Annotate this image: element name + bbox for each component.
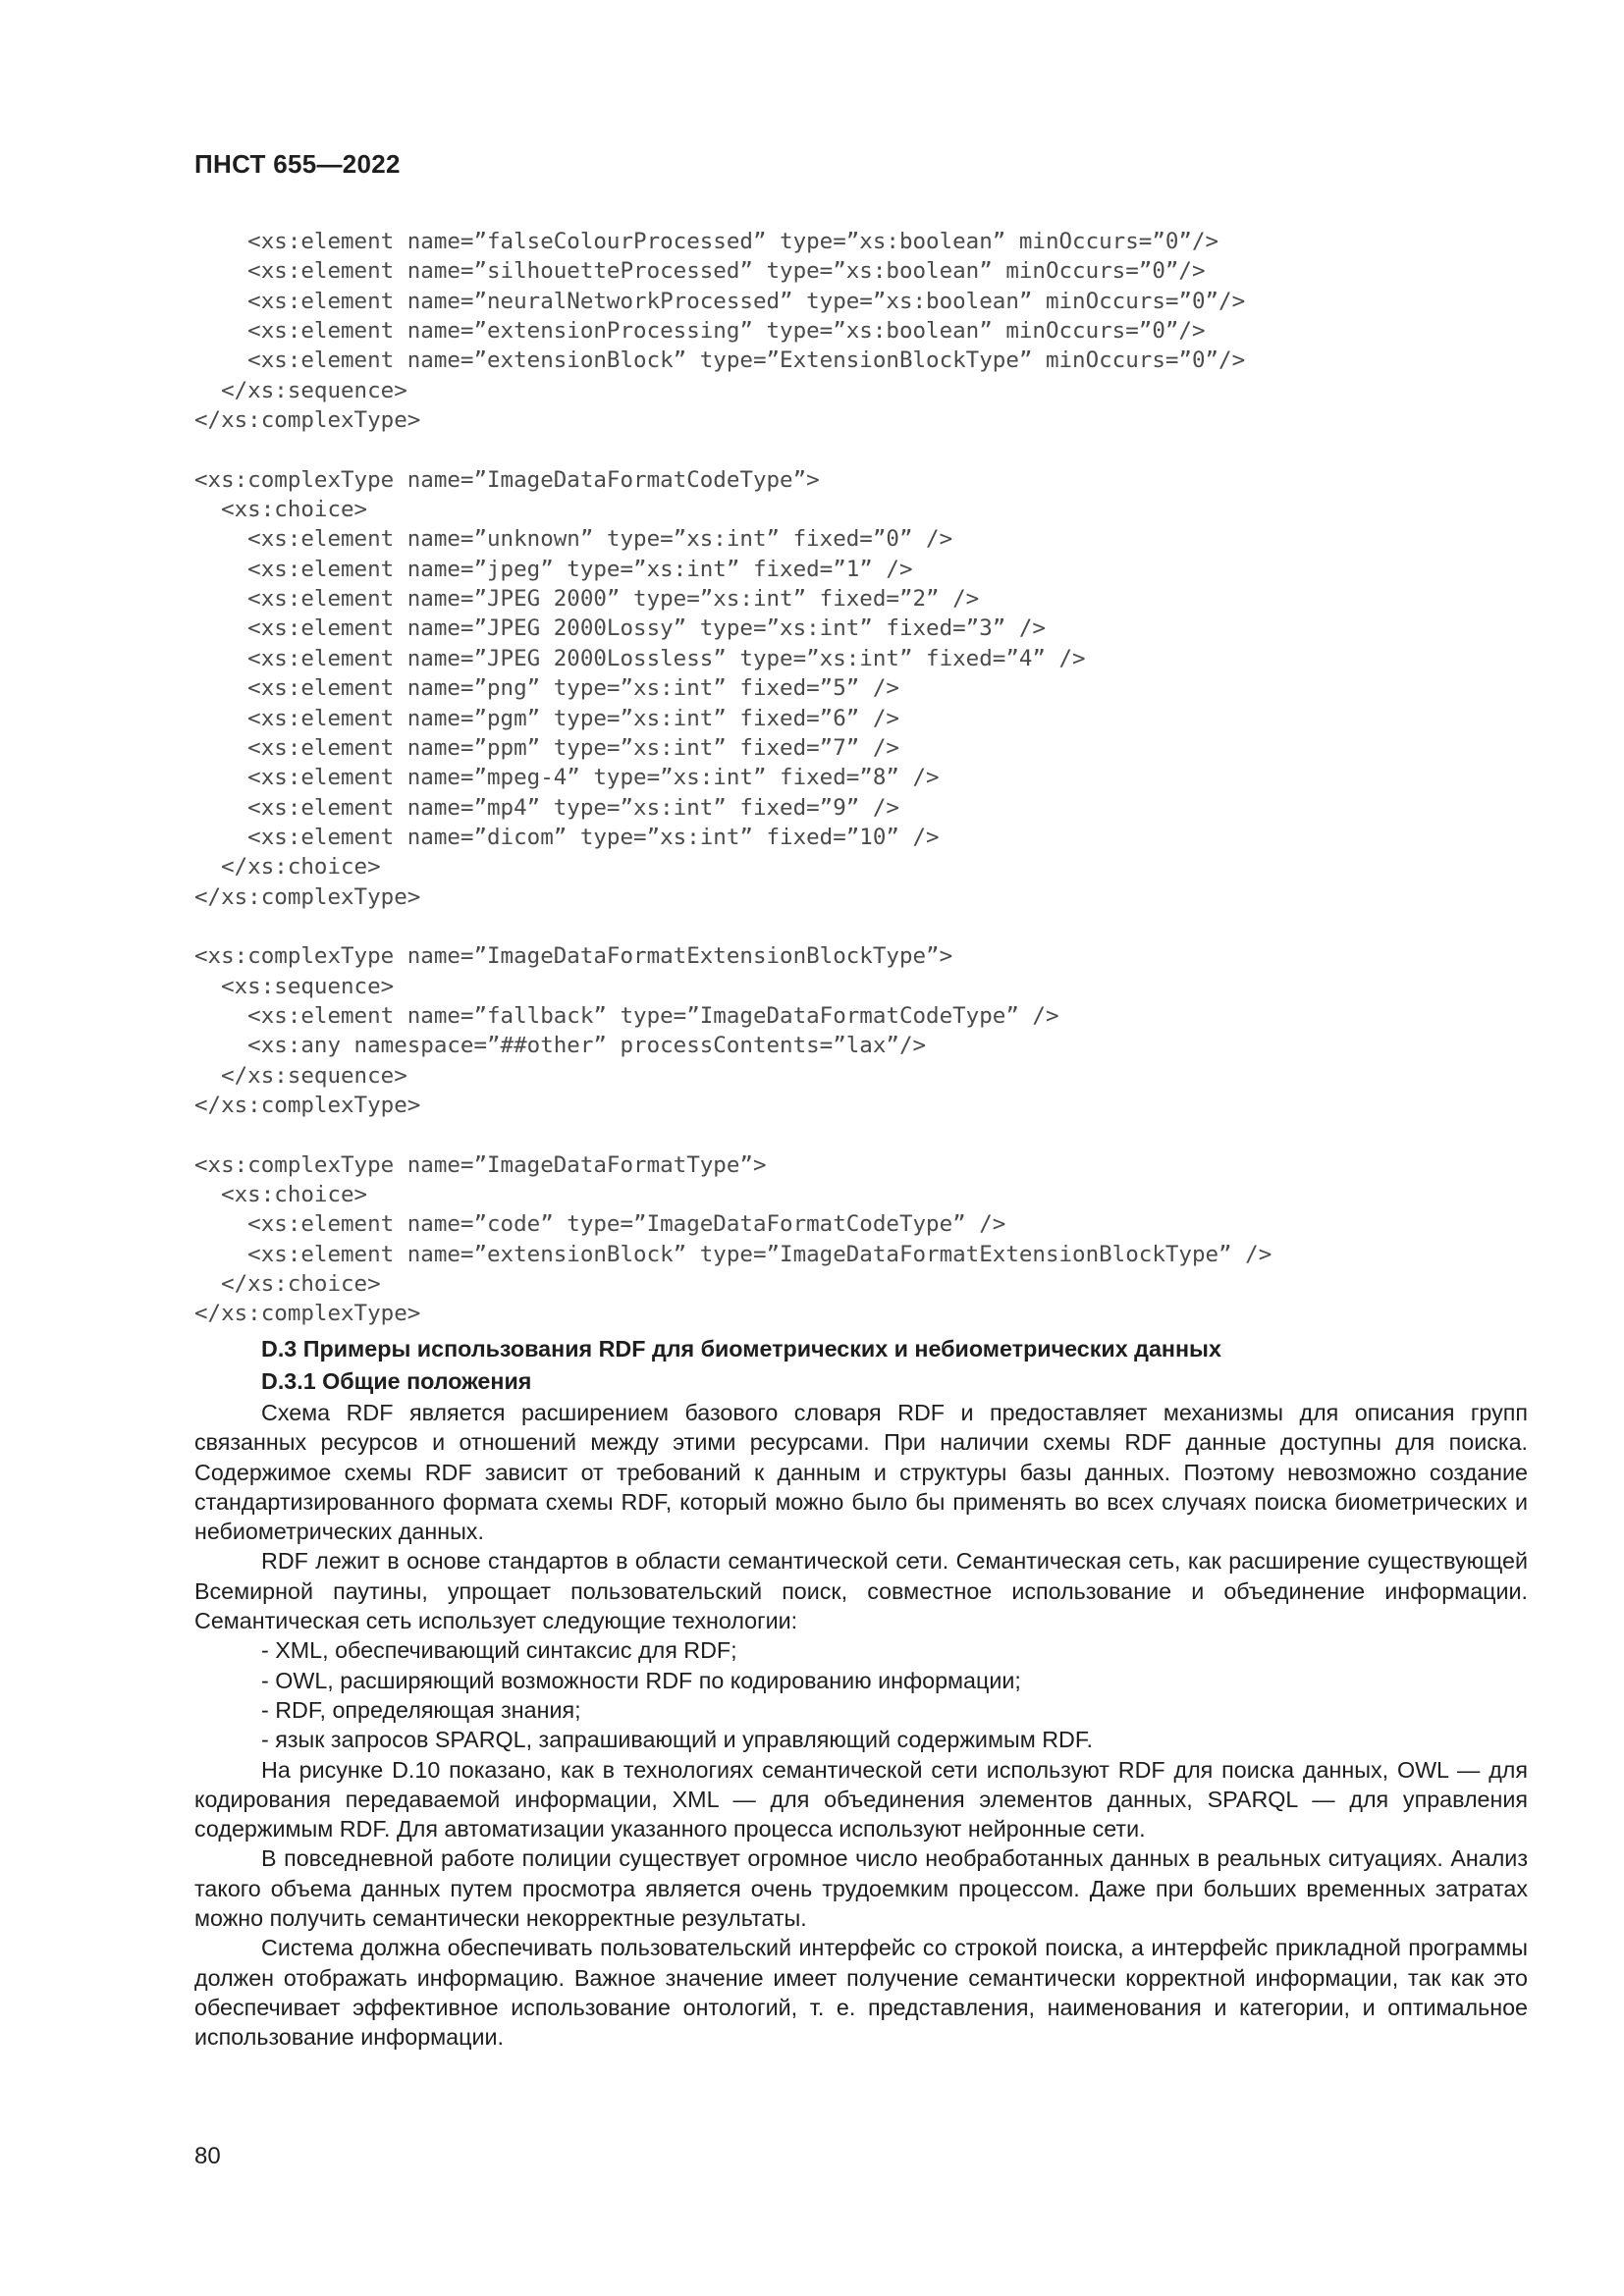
page-number: 80 <box>194 2143 221 2169</box>
code-line: <xs:element name=”silhouetteProcessed” type=”xs:boolean” minOccurs=”0”/> <box>194 258 1206 285</box>
code-line: <xs:element name=”jpeg” type=”xs:int” fixed=”1” /> <box>194 556 913 582</box>
code-line: <xs:sequence> <box>194 973 395 999</box>
paragraph: RDF лежит в основе стандартов в области семантической сети. Семантическая сеть, как расширение существующей Всемирной паутины, упрощает пользовательский поиск, совместное использование и объединение информации. Семантическая сеть использует следующие технологии: <box>194 1548 1528 1634</box>
code-line: </xs:complexType> <box>194 407 421 434</box>
list-item: - язык запросов SPARQL, запрашивающий и управляющий содержимым RDF. <box>261 1727 1093 1753</box>
code-line: <xs:element name=”ppm” type=”xs:int” fixed=”7” /> <box>194 734 899 761</box>
technology-list <box>194 1635 1528 1754</box>
code-line: <xs:element name=”JPEG 2000” type=”xs:int” fixed=”2” /> <box>194 586 980 613</box>
code-line: </xs:complexType> <box>194 1301 421 1327</box>
paragraph: На рисунке D.10 показано, как в технологиях семантической сети используют RDF для поиска данных, OWL — для кодирования передаваемой информации, XML — для объединения элементов данных, SPARQL — для управления содержимым RDF. Для автоматизации указанного процесса используют нейронные сети. <box>194 1756 1528 1842</box>
section-heading: D.3 Примеры использования RDF для биометрических и небиометрических данных <box>261 1336 1221 1362</box>
code-line: <xs:element name=”pgm” type=”xs:int” fixed=”6” /> <box>194 705 899 731</box>
code-line: <xs:element name=”neuralNetworkProcessed” type=”xs:boolean” minOccurs=”0”/> <box>194 288 1246 314</box>
code-line: </xs:complexType> <box>194 1092 421 1118</box>
code-line: <xs:complexType name=”ImageDataFormatExtensionBlockType”> <box>194 943 953 970</box>
code-line: <xs:element name=”mp4” type=”xs:int” fixed=”9” /> <box>194 794 899 821</box>
code-line: <xs:element name=”fallback” type=”ImageDataFormatCodeType” /> <box>194 1002 1059 1029</box>
code-line: <xs:choice> <box>194 1182 368 1207</box>
code-line: </xs:sequence> <box>194 1062 407 1089</box>
subsection-heading: D.3.1 Общие положения <box>261 1368 532 1394</box>
code-line: <xs:element name=”extensionBlock” type=”ImageDataFormatExtensionBlockType” /> <box>194 1241 1272 1267</box>
code-line: <xs:element name=”code” type=”ImageDataFormatCodeType” /> <box>194 1211 1006 1238</box>
document-header: ПНСТ 655—2022 <box>194 149 401 179</box>
list-item: - OWL, расширяющий возможности RDF по кодированию информации; <box>261 1667 1021 1693</box>
code-line: <xs:element name=”JPEG 2000Lossy” type=”xs:int” fixed=”3” /> <box>194 615 1046 642</box>
code-line: <xs:element name=”png” type=”xs:int” fixed=”5” /> <box>194 675 899 702</box>
code-line <box>194 1120 1272 1149</box>
code-line: <xs:element name=”unknown” type=”xs:int” fixed=”0” /> <box>194 526 953 553</box>
paragraph: В повседневной работе полиции существует огромное число необработанных данных в реальных ситуациях. Анализ такого объема данных путем просмотра является очень трудоемким процессом. Даже при больших временных затратах можно получить семантически некорректные результаты. <box>194 1845 1528 1932</box>
section-body <box>194 1333 1528 2053</box>
code-line: <xs:complexType name=”ImageDataFormatType”> <box>194 1151 767 1178</box>
code-line <box>194 435 1272 464</box>
code-line <box>194 912 1272 941</box>
code-line: <xs:choice> <box>194 497 368 523</box>
paragraph: Система должна обеспечивать пользовательский интерфейс со строкой поиска, а интерфейс прикладной программы должен отображать информацию. Важное значение имеет получение семантически корректной информации, так как это обеспечивает эффективное использование онтологий, т. е. представления, наименования и категории, и оптимальное использование информации. <box>194 1935 1528 2051</box>
list-item: - RDF, определяющая знания; <box>261 1696 581 1723</box>
code-line: <xs:element name=”mpeg-4” type=”xs:int” fixed=”8” /> <box>194 765 940 791</box>
code-line: <xs:complexType name=”ImageDataFormatCodeType”> <box>194 466 820 493</box>
code-line: <xs:element name=”extensionProcessing” type=”xs:boolean” minOccurs=”0”/> <box>194 318 1206 345</box>
code-line: <xs:element name=”extensionBlock” type=”ExtensionBlockType” minOccurs=”0”/> <box>194 347 1246 374</box>
list-item: - XML, обеспечивающий синтаксис для RDF; <box>261 1637 737 1664</box>
code-line: <xs:any namespace=”##other” processContents=”lax”/> <box>194 1033 927 1059</box>
code-line: </xs:sequence> <box>194 377 407 403</box>
code-line: </xs:complexType> <box>194 883 421 910</box>
code-line: </xs:choice> <box>194 854 381 881</box>
code-line: </xs:choice> <box>194 1271 381 1298</box>
paragraph: Схема RDF является расширением базового словаря RDF и предоставляет механизмы для описания групп связанных ресурсов и отношений между этими ресурсами. При наличии схемы RDF данные доступны для поиска. Содержимое схемы RDF зависит от требований к данным и структуры базы данных. Поэтому невозможно создание стандартизированного формата схемы RDF, который можно было бы применять во всех случаях поиска биометрических и небиометрических данных. <box>194 1400 1528 1545</box>
xml-code-block <box>194 227 1272 1329</box>
code-line: <xs:element name=”falseColourProcessed” type=”xs:boolean” minOccurs=”0”/> <box>194 229 1219 254</box>
code-line: <xs:element name=”dicom” type=”xs:int” fixed=”10” /> <box>194 824 940 850</box>
code-line: <xs:element name=”JPEG 2000Lossless” type=”xs:int” fixed=”4” /> <box>194 645 1086 671</box>
